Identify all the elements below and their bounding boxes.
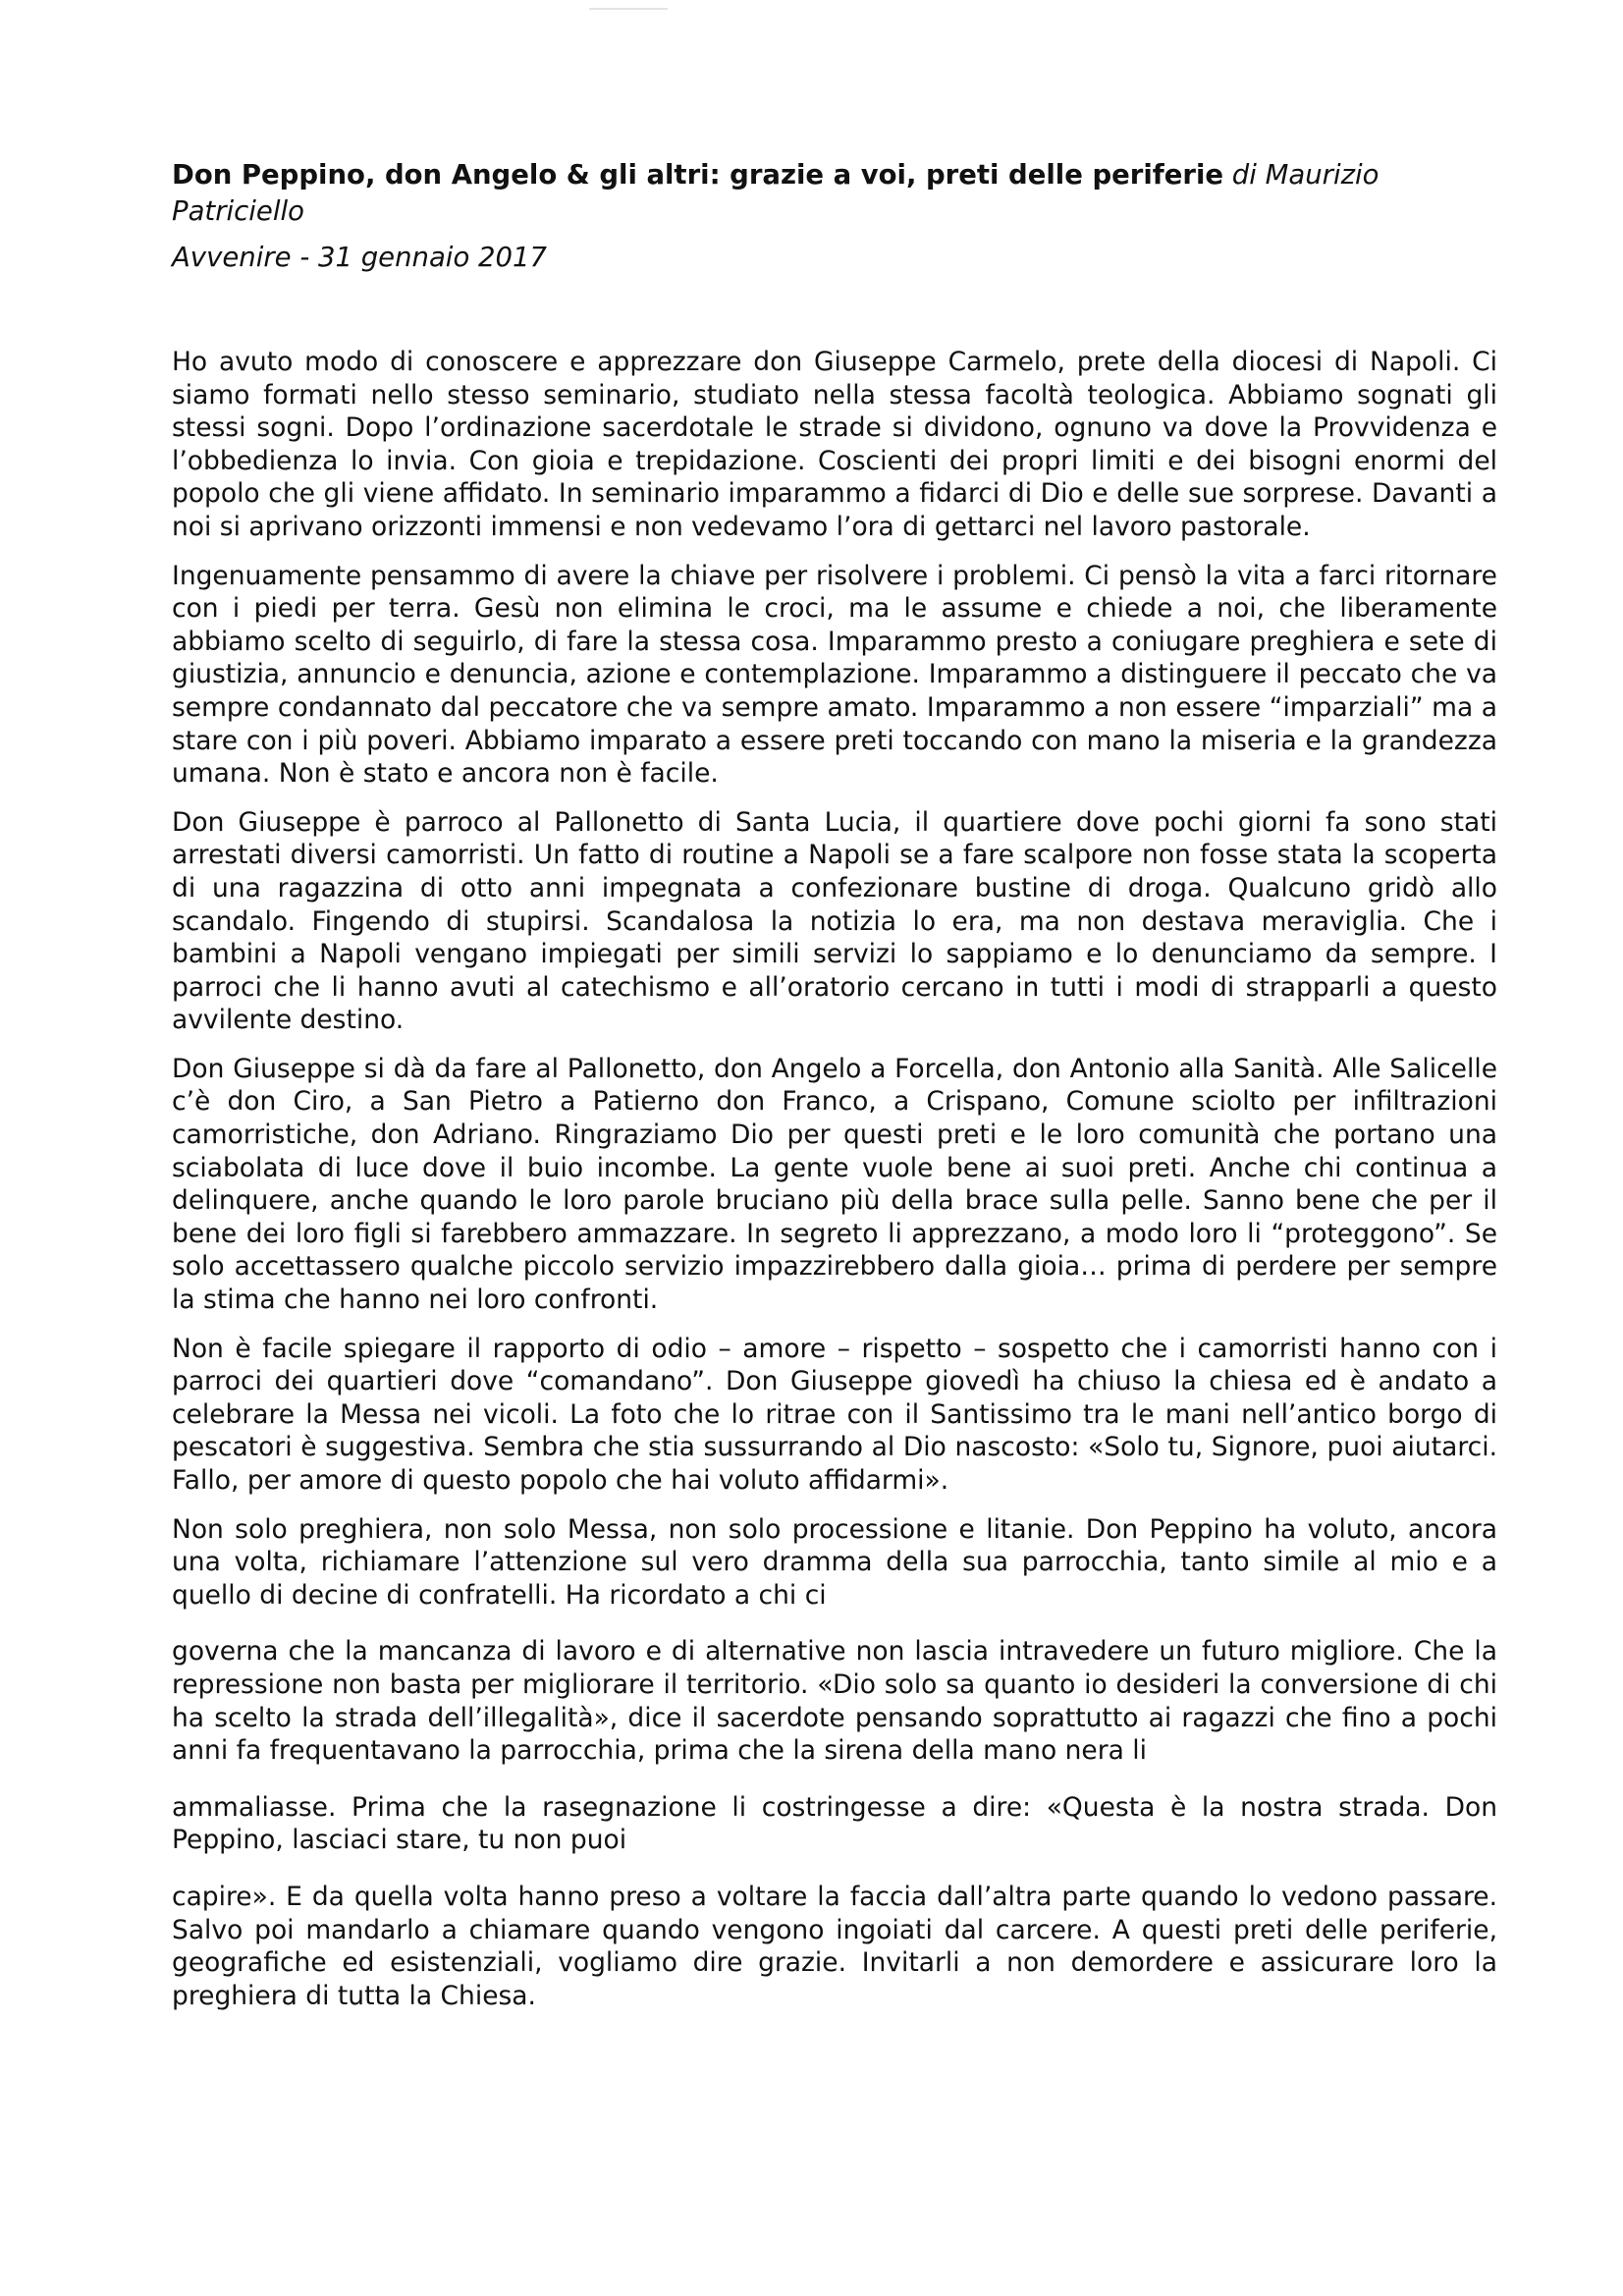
article-source: Avvenire - 31 gennaio 2017 xyxy=(172,242,547,273)
article-header xyxy=(172,157,1497,230)
paragraph-8: ammaliasse. Prima che la rasegnazione li costringesse a dire: «Questa è la nostra strada. Don Peppino, lasciaci stare, tu non puoi xyxy=(172,1791,1497,1856)
paragraph-7: governa che la mancanza di lavoro e di alternative non lascia intravedere un futuro migliore. Che la repressione non basta per migliorare il territorio. «Dio solo sa quanto io desideri la conversione di chi ha scelto la strada dell’illegalità», dice il sacerdote pensando soprattutto ai ragazzi che fino a pochi anni fa frequentavano la parrocchia, prima che la sirena della mano nera li xyxy=(172,1636,1497,1767)
article-title: Don Peppino, don Angelo & gli altri: grazie a voi, preti delle periferie xyxy=(172,159,1224,191)
document-page xyxy=(172,157,1497,2028)
scan-artifact xyxy=(589,8,668,10)
paragraph-9: capire». E da quella volta hanno preso a voltare la faccia dall’altra parte quando lo vedono passare. Salvo poi mandarlo a chiamare quando vengono ingoiati dal carcere. A questi preti delle periferie, geografiche ed esistenziali, vogliamo dire grazie. Invitarli a non demordere e assicurare loro la preghiera di tutta la Chiesa. xyxy=(172,1881,1497,2011)
article-body xyxy=(172,346,1497,2012)
article-author: Maurizio Patriciello xyxy=(172,159,1380,227)
paragraph-4: Don Giuseppe si dà da fare al Pallonetto, don Angelo a Forcella, don Antonio alla Sanità. Alle Salicelle c’è don Ciro, a San Pietro a Patierno don Franco, a Crispano, Comune sciolto per infiltrazioni camorristiche, don Adriano. Ringraziamo Dio per questi preti e le loro comunità che portano una sciabolata di luce dove il buio incombe. La gente vuole bene ai suoi preti. Anche chi continua a delinquere, anche quando le loro parole bruciano più della brace sulla pelle. Sanno bene che per il bene dei loro figli si farebbero ammazzare. In segreto li apprezzano, a modo loro li “proteggono”. Se solo accettassero qualche piccolo servizio impazzirebbero dalla gioia… prima di perdere per sempre la stima che hanno nei loro confronti. xyxy=(172,1053,1497,1316)
paragraph-6: Non solo preghiera, non solo Messa, non solo processione e litanie. Don Peppino ha voluto, ancora una volta, richiamare l’attenzione sul vero dramma della sua parrocchia, tanto simile al mio e a quello di decine di confratelli. Ha ricordato a chi ci xyxy=(172,1513,1497,1611)
paragraph-5: Non è facile spiegare il rapporto di odio – amore – rispetto – sospetto che i camorristi hanno con i parroci dei quartieri dove “comandano”. Don Giuseppe giovedì ha chiuso la chiesa ed è andato a celebrare la Messa nei vicoli. La foto che lo ritrae con il Santissimo tra le mani nell’antico borgo di pescatori è suggestiva. Sembra che stia sussurrando al Dio nascosto: «Solo tu, Signore, puoi aiutarci. Fallo, per amore di questo popolo che hai voluto affidarmi». xyxy=(172,1333,1497,1496)
byline-prefix: di xyxy=(1231,159,1257,191)
paragraph-3: Don Giuseppe è parroco al Pallonetto di Santa Lucia, il quartiere dove pochi giorni fa sono stati arrestati diversi camorristi. Un fatto di routine a Napoli se a fare scalpore non fosse stata la scoperta di una ragazzina di otto anni impegnata a confezionare bustine di droga. Qualcuno gridò allo scandalo. Fingendo di stupirsi. Scandalosa la notizia lo era, ma non destava meraviglia. Che i bambini a Napoli vengano impiegati per simili servizi lo sappiamo e lo denunciamo da sempre. I parroci che li hanno avuti al catechismo e all’oratorio cercano in tutti i modi di strapparli a questo avvilente destino. xyxy=(172,806,1497,1036)
paragraph-1: Ho avuto modo di conoscere e apprezzare don Giuseppe Carmelo, prete della diocesi di Napoli. Ci siamo formati nello stesso seminario, studiato nella stessa facoltà teologica. Abbiamo sognati gli stessi sogni. Dopo l’ordinazione sacerdotale le strade si dividono, ognuno va dove la Provvidenza e l’obbedienza lo invia. Con gioia e trepidazione. Coscienti dei propri limiti e dei bisogni enormi del popolo che gli viene affidato. In seminario imparammo a fidarci di Dio e delle sue sorprese. Davanti a noi si aprivano orizzonti immensi e non vedevamo l’ora di gettarci nel lavoro pastorale. xyxy=(172,347,1497,542)
paragraph-2: Ingenuamente pensammo di avere la chiave per risolvere i problemi. Ci pensò la vita a farci ritornare con i piedi per terra. Gesù non elimina le croci, ma le assume e chiede a noi, che liberamente abbiamo scelto di seguirlo, di fare la stessa cosa. Imparammo presto a coniugare preghiera e sete di giustizia, annuncio e denuncia, azione e contemplazione. Imparammo a distinguere il peccato che va sempre condannato dal peccatore che va sempre amato. Imparammo a non essere “imparziali” ma a stare con i più poveri. Abbiamo imparato a essere preti toccando con mano la miseria e la grandezza umana. Non è stato e ancora non è facile. xyxy=(172,560,1497,790)
